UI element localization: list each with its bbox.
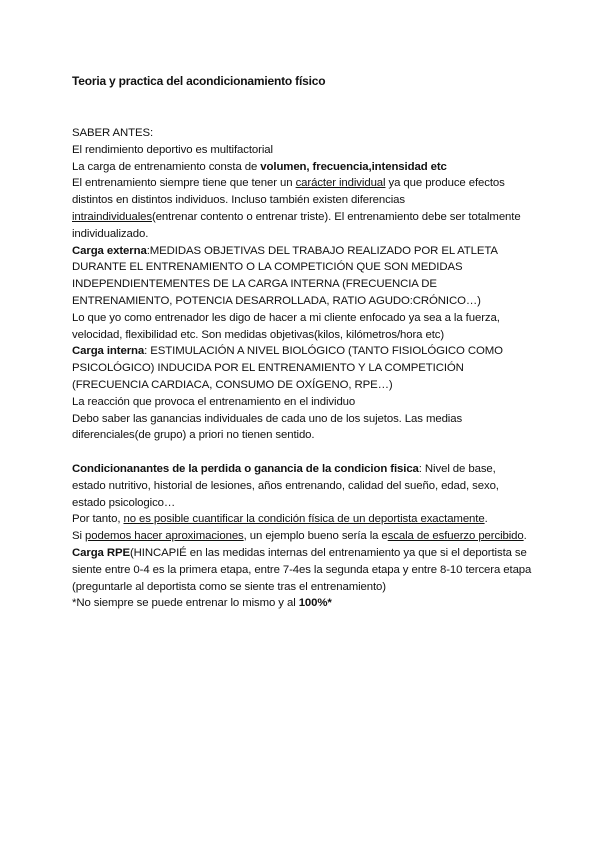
caracter-individual-link-text: carácter individual (295, 177, 386, 190)
paragraph-carga-externa: Carga externa:MEDIDAS OBJETIVAS DEL TRABAJO REALIZADO POR EL ATLETA DURANTE EL ENTRENAMIENTO O LA COMPETICIÓN QUE SON MEDIDAS INDEPENDIENTEMENTES DE LA CARGA INTERNA (FRECUENCIA DE ENTRENAMIENTO, POTENCIA DESARROLLADA, RATIO AGUDO:CRÓNICO…) (72, 244, 498, 307)
document-title: Teoria y practica del acondicionamiento físico (72, 74, 326, 88)
escala-esfuerzo-text: scala de esfuerzo percibido (387, 530, 524, 543)
paragraph-carga-interna: Carga interna: ESTIMULACIÓN A NIVEL BIOLÓGICO (TANTO FISIOLÓGICO COMO PSICOLÓGICO) INDUCIDA POR EL ENTRENAMIENTO Y LA COMPETICIÓN (FRECUENCIA CARDIACA, CONSUMO DE OXÍGENO, RPE…) (72, 345, 503, 391)
carga-rpe-label: Carga RPE (72, 546, 130, 559)
paragraph-multifactorial: El rendimiento deportivo es multifactorial (72, 143, 273, 156)
carga-interna-label: Carga interna (72, 345, 145, 358)
paragraph-carga-rpe: Si podemos hacer aproximaciones, un ejemplo bueno sería la escala de esfuerzo percibido. Carga RPE(HINCAPIÉ en las medidas internas del entrenamiento ya que si el deportista se siente entre 0-4 es la primera etapa, entre 7-4es la segunda etapa y entre 8-10 tercera etapa (preguntarle al deportista como se siente tras el entrenamiento) (72, 530, 532, 593)
document-body (72, 125, 532, 612)
carga-components-bold: volumen, frecuencia,intensidad etc (260, 160, 447, 173)
paragraph-reaccion: La reacción que provoca el entrenamiento en el individuo (72, 395, 356, 408)
paragraph-individualizado: El entrenamiento siempre tiene que tener un carácter individual ya que produce efectos distintos en distintos individuos. Incluso también existen diferencias intraindividuales(entrenar contento o entrenar triste). El entrenamiento debe ser totalmente individualizado. (72, 177, 521, 240)
paragraph-carga-consta: La carga de entrenamiento consta de volumen, frecuencia,intensidad etc (72, 160, 447, 173)
condicionantes-label: Condicionanantes de la perdida o ganancia de la condicion fisica (72, 462, 419, 475)
paragraph-spacer (72, 444, 532, 461)
paragraph-condicionantes: Condicionanantes de la perdida o ganancia de la condicion fisica: Nivel de base, estado nutritivo, historial de lesiones, años entrenando, calidad del sueño, edad, sexo, estado psicologico… (72, 462, 499, 509)
aproximaciones-text: podemos hacer aproximaciones (85, 530, 244, 543)
paragraph-no-siempre: *No siempre se puede entrenar lo mismo y al 100%* (72, 597, 332, 610)
paragraph-por-tanto: Por tanto, no es posible cuantificar la condición física de un deportista exactamente. (72, 513, 488, 526)
cien-por-ciento-bold: 100%* (298, 597, 332, 610)
intraindividuales-text: intraindividuales (72, 210, 152, 223)
paragraph-entrenador: Lo que yo como entrenador les digo de hacer a mi cliente enfocado ya sea a la fuerza, velocidad, flexibilidad etc. Son medidas objetivas(kilos, kilómetros/hora etc) (72, 311, 500, 341)
carga-externa-label: Carga externa (72, 244, 147, 257)
saber-antes-heading: SABER ANTES: (72, 127, 154, 139)
no-es-posible-text: no es posible cuantificar la condición física de un deportista exactamente (123, 513, 485, 526)
paragraph-ganancias: Debo saber las ganancias individuales de cada uno de los sujetos. Las medias diferenciales(de grupo) a priori no tienen sentido. (72, 412, 463, 442)
